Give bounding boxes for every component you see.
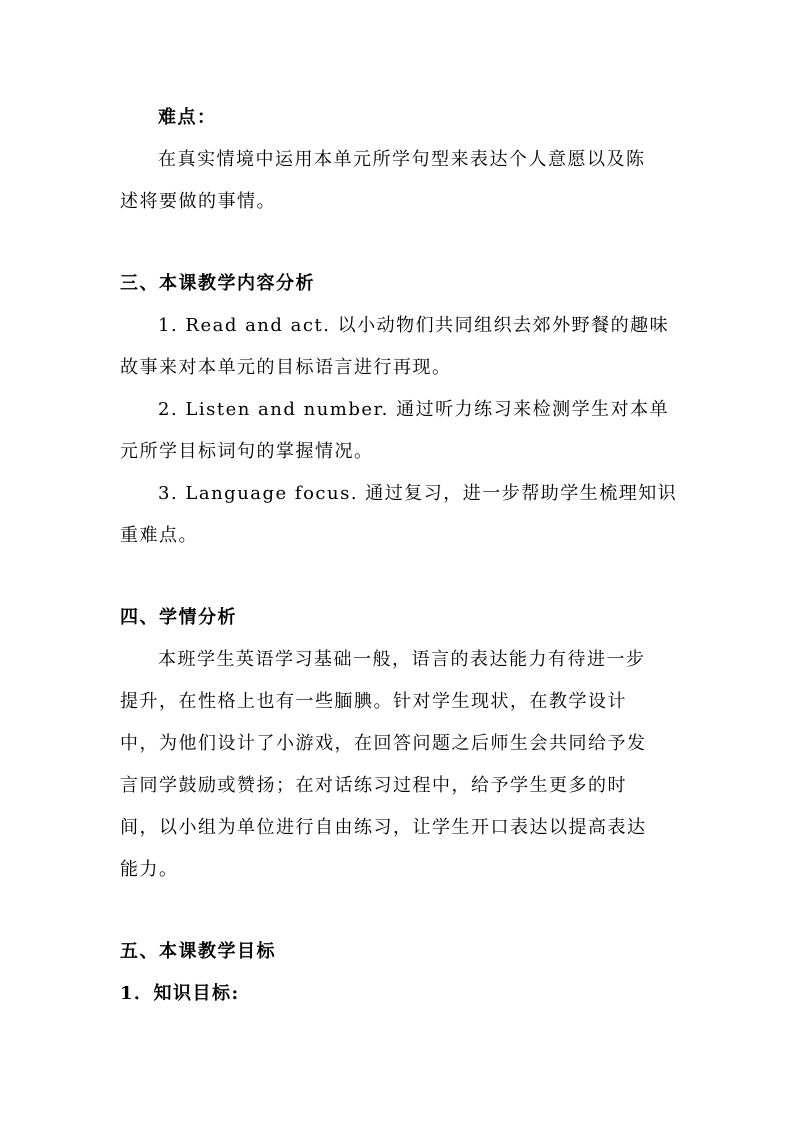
- difficulty-line-2: 述将要做的事情。: [120, 191, 276, 212]
- section4-line-6: 能力。: [120, 859, 179, 880]
- section4-line-4: 言同学鼓励或赞扬；在对话练习过程中，给予学生更多的时: [120, 775, 627, 796]
- difficulty-heading: 难点：: [158, 107, 217, 128]
- section4-line-1: 本班学生英语学习基础一般，语言的表达能力有待进一步: [158, 649, 646, 670]
- section5-heading: 五、本课教学目标: [120, 941, 276, 962]
- section3-item2-line1: 2. Listen and number. 通过听力练习来检测学生对本单: [158, 399, 670, 420]
- section3-item3-line2: 重难点。: [120, 525, 198, 546]
- section5-subheading: 1．知识目标:: [120, 983, 240, 1004]
- section3-item2-line2: 元所学目标词句的掌握情况。: [120, 441, 374, 462]
- difficulty-line-1: 在真实情境中运用本单元所学句型来表达个人意愿以及陈: [158, 149, 646, 170]
- section3-item3-line1: 3. Language focus. 通过复习，进一步帮助学生梳理知识: [158, 483, 678, 504]
- section4-line-3: 中，为他们设计了小游戏，在回答问题之后师生会共同给予发: [120, 733, 647, 754]
- section3-item1-line2: 故事来对本单元的目标语言进行再现。: [120, 357, 452, 378]
- section3-heading: 三、本课教学内容分析: [120, 273, 315, 294]
- section4-line-2: 提升，在性格上也有一些腼腆。针对学生现状，在教学设计: [120, 691, 627, 712]
- section4-line-5: 间，以小组为单位进行自由练习，让学生开口表达以提高表达: [120, 817, 647, 838]
- section3-item1-line1: 1. Read and act. 以小动物们共同组织去郊外野餐的趣味: [158, 315, 670, 336]
- section4-heading: 四、学情分析: [120, 607, 237, 628]
